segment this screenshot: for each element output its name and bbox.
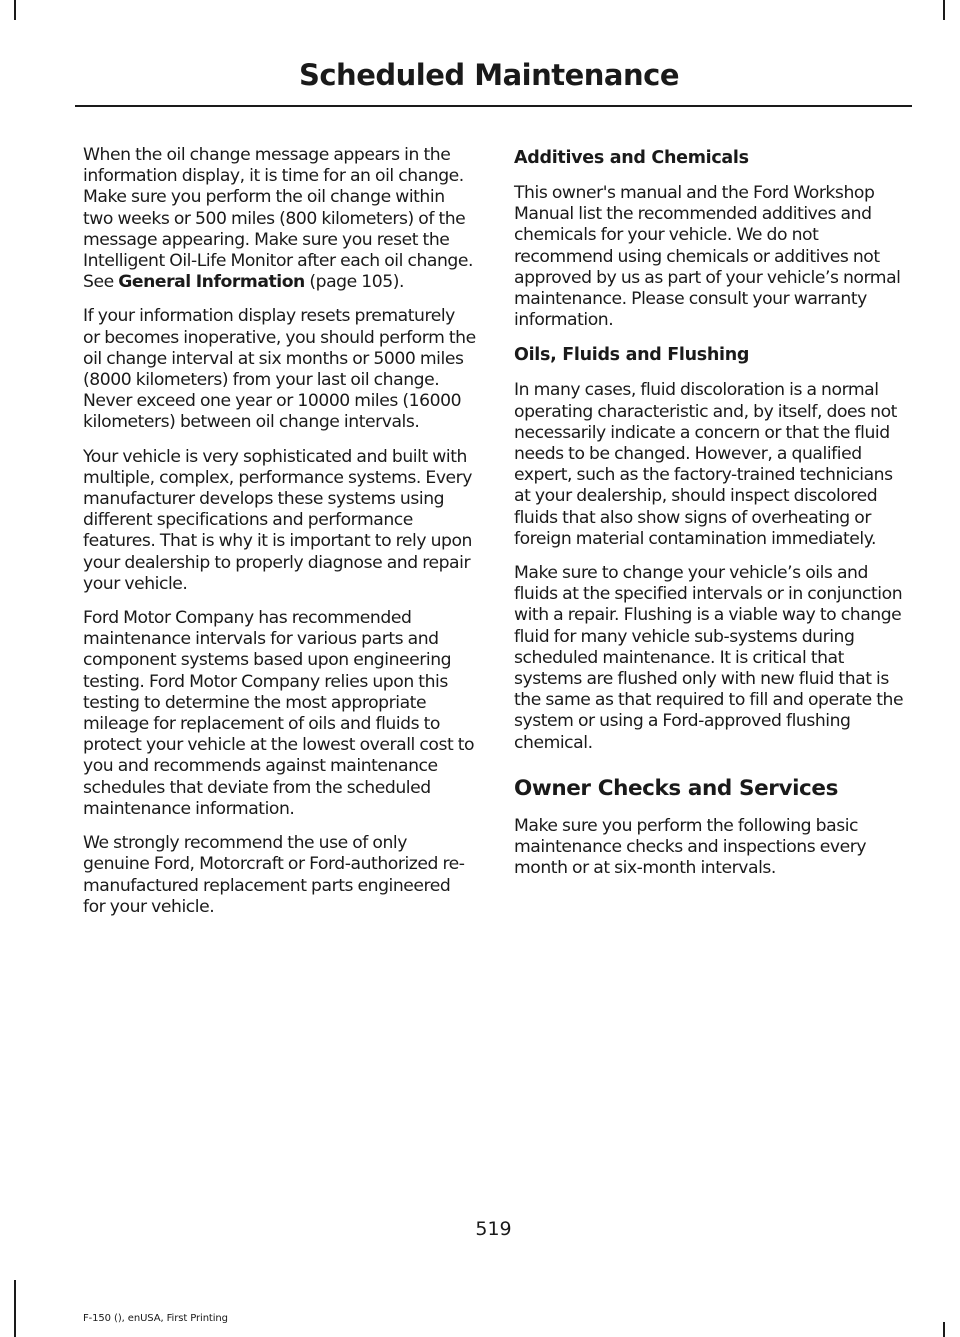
page-reference: (page 105).: [304, 272, 404, 293]
paragraph-genuine-parts: We strongly recommend the use of only genuine Ford, Motorcraft or Ford-authorized re-manufactured replacement parts engineered for your vehicle.: [83, 833, 465, 917]
paragraph-sophisticated-vehicle: Your vehicle is very sophisticated and built with multiple, complex, performance systems. Every manufacturer develops these systems using different specifications and performance features. That is why it is important to rely upon your dealership to properly diagnose and repair your vehicle.: [83, 446, 473, 594]
paragraph-oil-change-message: [83, 145, 476, 293]
header-divider: [75, 105, 912, 107]
page-title: Scheduled Maintenance: [298, 58, 679, 92]
crop-mark-top-right: [943, 0, 945, 20]
crop-mark-bottom-left: [14, 1280, 16, 1337]
general-information-link[interactable]: General Information: [118, 272, 305, 293]
heading-oils-fluids-flushing: Oils, Fluids and Flushing: [514, 345, 750, 366]
crop-mark-top-left: [14, 0, 16, 20]
paragraph-additives: This owner's manual and the Ford Workshop Manual list the recommended additives and chemicals for your vehicle. We do not recommend using chemicals or additives not approved by us as part of your vehicle’s normal maintenance. Please consult your warranty information.: [514, 183, 901, 331]
paragraph-fluid-discoloration: In many cases, fluid discoloration is a normal operating characteristic and, by itself, does not necessarily indicate a concern or that the fluid needs to be changed. However, a qualified expert, such as the factory-trained technicians at your dealership, should inspect discolored fluids that also show signs of overheating or foreign material contamination immediately.: [514, 380, 897, 549]
heading-additives-chemicals: Additives and Chemicals: [514, 148, 749, 168]
paragraph-basic-checks: Make sure you perform the following basic maintenance checks and inspections every month or at six-month intervals.: [514, 815, 867, 879]
page-number: 519: [475, 1218, 512, 1240]
right-column: [514, 145, 909, 892]
paragraph-recommended-intervals: Ford Motor Company has recommended maintenance intervals for various parts and component systems based upon engineering testing. Ford Motor Company relies upon this testing to determine the most appropriate mileage for replacement of oils and fluids to protect your vehicle at the lowest overall cost to you and recommends against maintenance schedules that deviate from the scheduled maintenance information.: [83, 608, 475, 819]
footer-edition: F-150 (), enUSA, First Printing: [83, 1313, 228, 1324]
paragraph-change-fluids: Make sure to change your vehicle’s oils and fluids at the specified intervals or in conjunction with a repair. Flushing is a viable way to change fluid for many vehicle sub-systems during scheduled maintenance. It is critical that systems are flushed only with new fluid that is the same as that required to fill and operate the system or using a Ford-approved flushing chemical.: [514, 563, 904, 753]
paragraph-text: When the oil change message appears in the information display, it is time for an oil change. Make sure you perform the oil change within two weeks or 500 miles (800 kilometers) of the message appearing. Make sure you reset the Intelligent Oil-Life Monitor after each oil change. See: [83, 145, 474, 293]
heading-owner-checks: Owner Checks and Services: [514, 775, 838, 801]
crop-mark-bottom-right: [943, 1322, 945, 1337]
left-column: [83, 145, 476, 931]
paragraph-display-resets: If your information display resets prematurely or becomes inoperative, you should perform the oil change interval at six months or 5000 miles (8000 kilometers) from your last oil change. Never exceed one year or 10000 miles (16000 kilometers) between oil change intervals.: [83, 306, 476, 433]
